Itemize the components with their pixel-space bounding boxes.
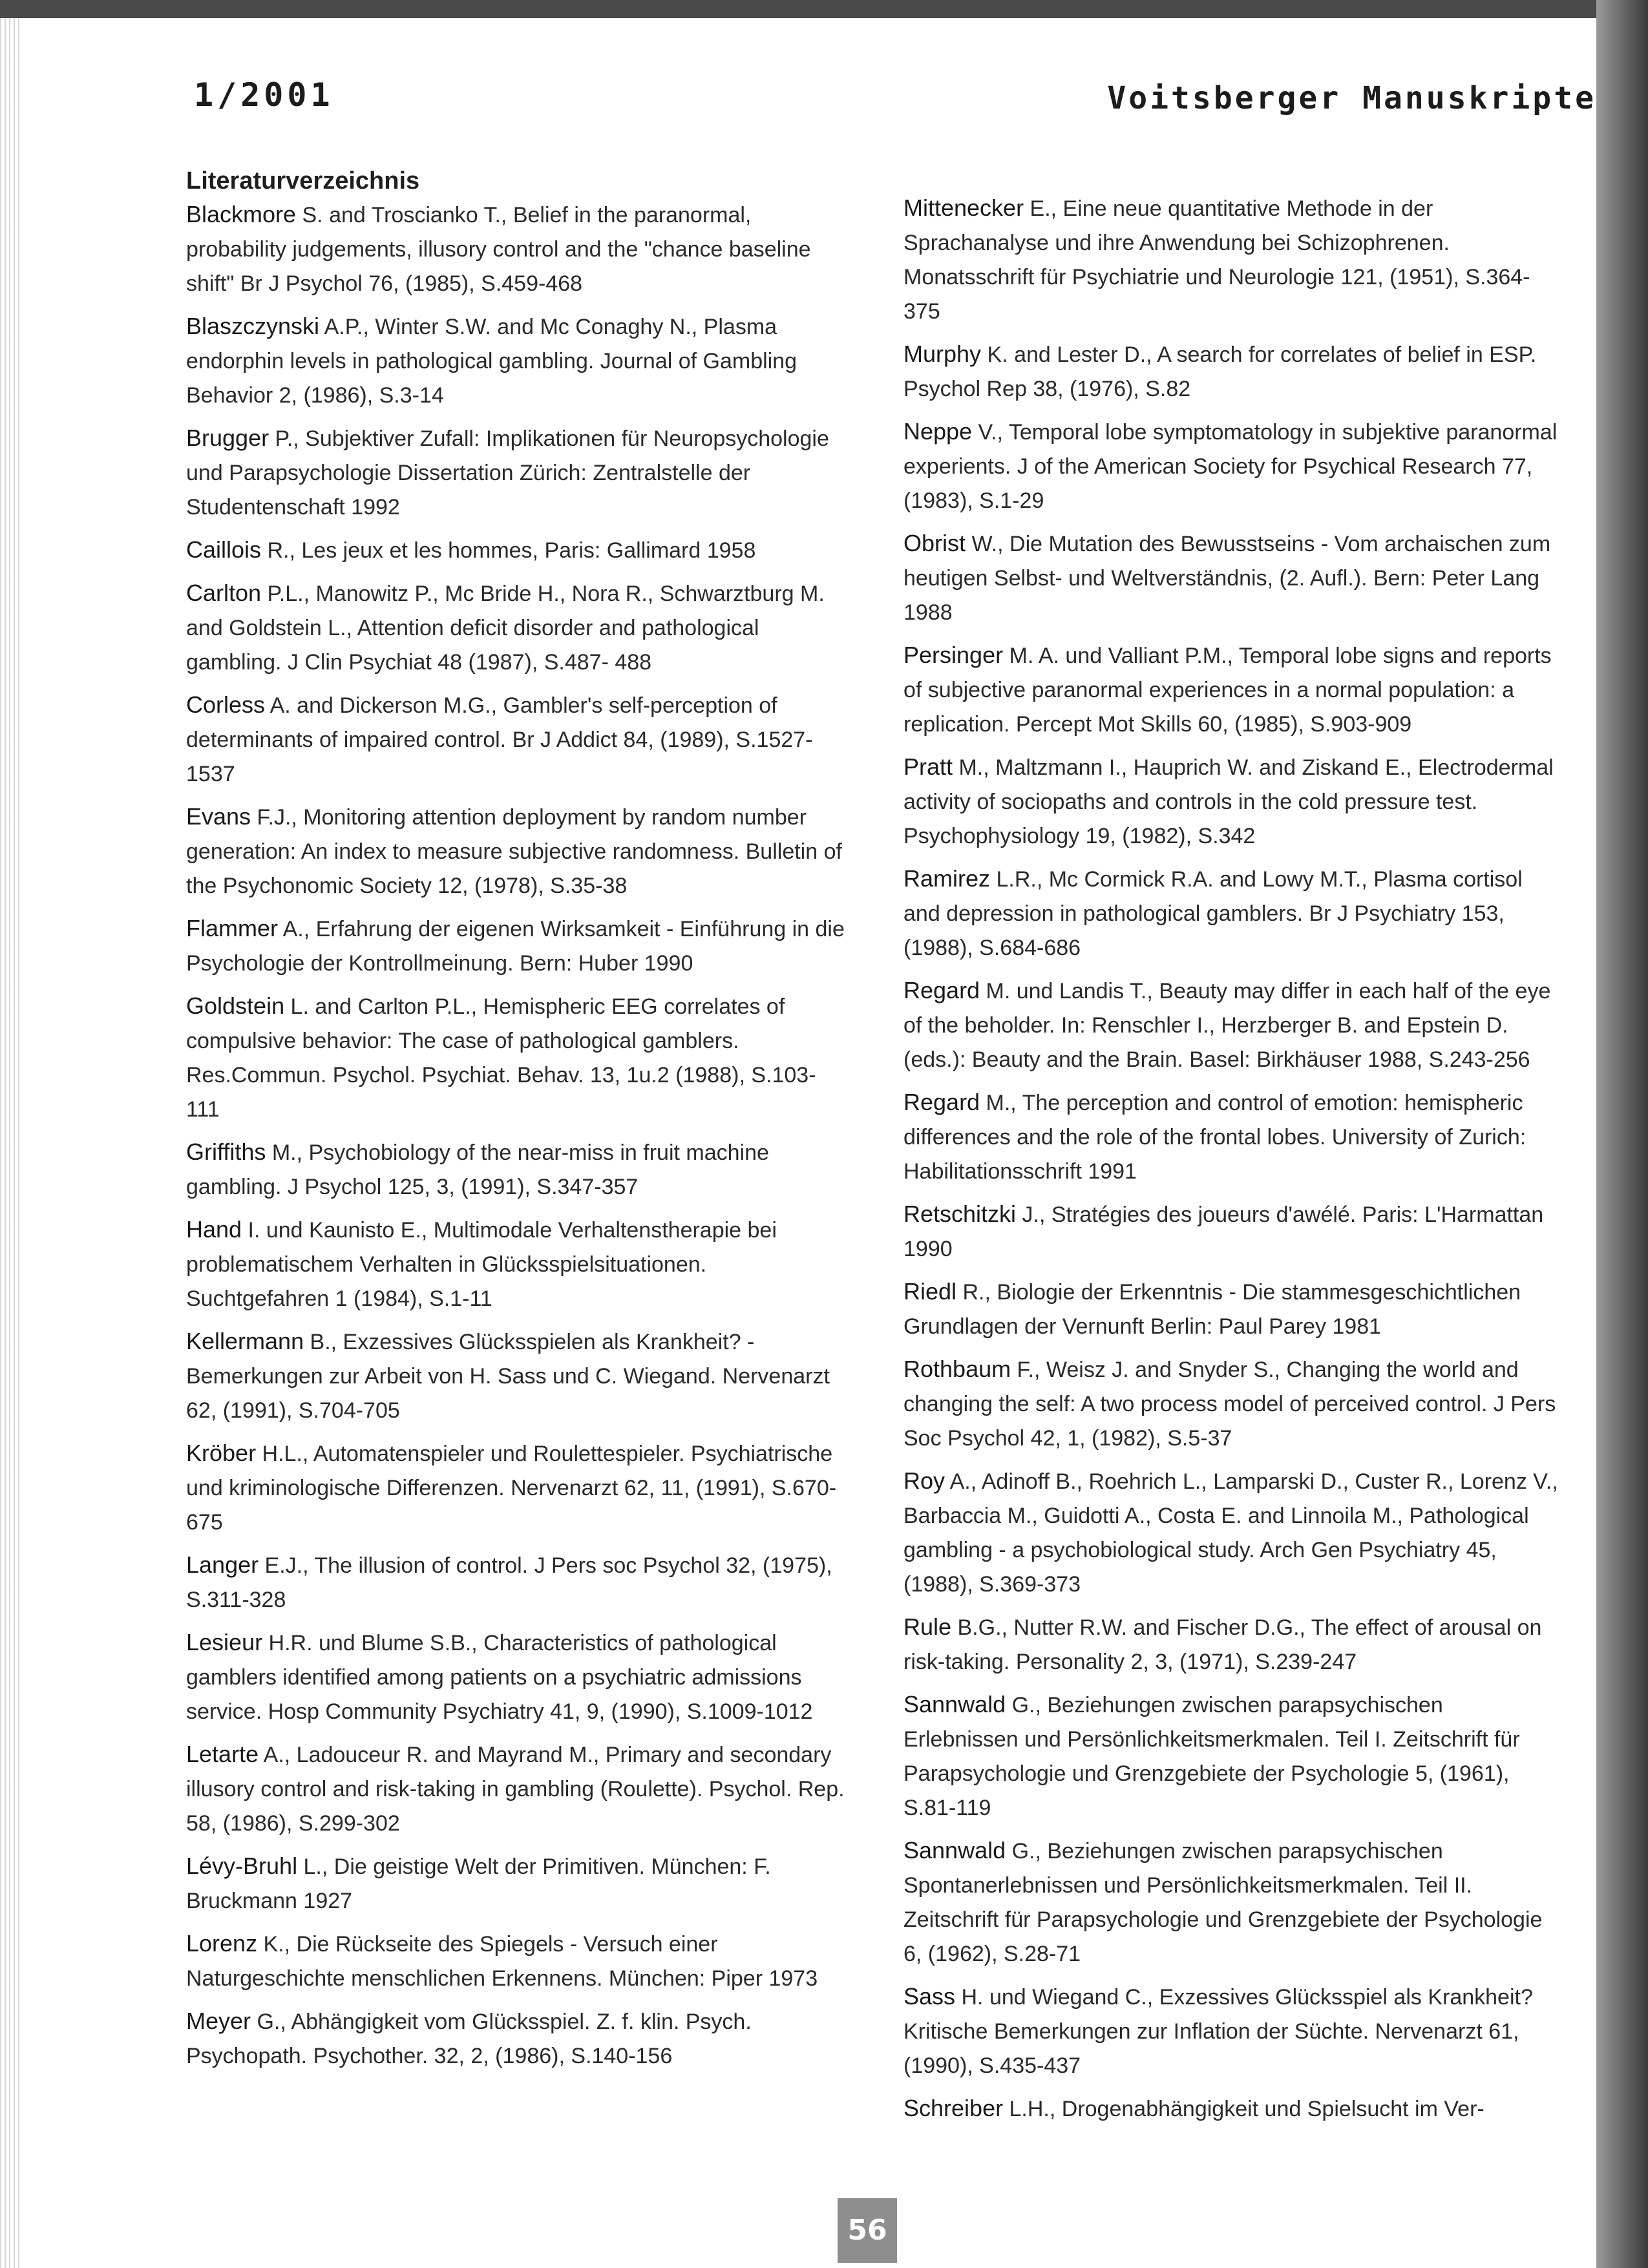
reference-entry bbox=[186, 1212, 845, 1316]
reference-details: G., Abhängigkeit vom Glücksspiel. Z. f. klin. Psych. Psychopath. Psychother. 32, 2, (1986), S.140-156 bbox=[186, 2010, 752, 2068]
reference-entry bbox=[186, 2004, 845, 2074]
reference-author: Rule bbox=[903, 1613, 952, 1640]
reference-details: H.R. und Blume S.B., Characteristics of pathological gamblers identified among patients on a psychiatric admissions service. Hosp Community Psychiatry 41, 9, (1990), S.1009-1012 bbox=[186, 1631, 813, 1724]
reference-entry bbox=[903, 1085, 1563, 1189]
reference-details: A., Erfahrung der eigenen Wirksamkeit - Einführung in die Psychologie der Kontrollmeinung. Bern: Huber 1990 bbox=[186, 917, 845, 976]
reference-details: J., Stratégies des joueurs d'awélé. Paris: L'Harmattan 1990 bbox=[903, 1202, 1544, 1261]
reference-entry bbox=[903, 191, 1563, 329]
reference-details: L.R., Mc Cormick R.A. and Lowy M.T., Plasma cortisol and depression in pathological gamblers. Br J Psychiatry 153, (1988), S.684-686 bbox=[903, 867, 1523, 960]
reference-entry bbox=[186, 1849, 845, 1918]
reference-entry bbox=[186, 1737, 845, 1841]
reference-entry bbox=[903, 1274, 1563, 1344]
reference-details: L., Die geistige Welt der Primitiven. München: F. Bruckmann 1927 bbox=[186, 1854, 771, 1913]
right-reference-list bbox=[903, 191, 1563, 2126]
reference-details: K. and Lester D., A search for correlates of belief in ESP. Psychol Rep 38, (1976), S.82 bbox=[903, 342, 1537, 401]
reference-entry bbox=[903, 750, 1563, 854]
reference-details: I. und Kaunisto E., Multimodale Verhaltenstherapie bei problematischem Verhalten in Glücksspielsituationen. Suchtgefahren 1 (1984), S.1-11 bbox=[186, 1218, 777, 1311]
reference-details: L. and Carlton P.L., Hemispheric EEG correlates of compulsive behavior: The case of pathological gamblers. Res.Commun. Psychol. Psychiat. Behav. 13, 1u.2 (1988), S.103-111 bbox=[186, 994, 816, 1122]
reference-entry bbox=[186, 688, 845, 792]
reference-author: Carlton bbox=[186, 580, 262, 606]
reference-entry bbox=[186, 911, 845, 981]
reference-author: Hand bbox=[186, 1216, 242, 1243]
reference-entry bbox=[186, 1135, 845, 1204]
reference-details: M., Maltzmann I., Hauprich W. and Ziskand E., Electrodermal activity of sociopaths and controls in the cold pressure test. Psychophysiology 19, (1982), S.342 bbox=[903, 755, 1554, 848]
reference-details: S. and Troscianko T., Belief in the paranormal, probability judgements, illusory control and the "chance baseline shift" Br J Psychol 76, (1985), S.459-468 bbox=[186, 203, 811, 296]
page-number: 56 bbox=[838, 2198, 897, 2263]
reference-author: Regard bbox=[903, 1089, 980, 1115]
reference-author: Goldstein bbox=[186, 992, 285, 1019]
reference-details: A.P., Winter S.W. and Mc Conaghy N., Plasma endorphin levels in pathological gambling. Journal of Gambling Behavior 2, (1986), S.3-14 bbox=[186, 315, 798, 408]
reference-entry bbox=[186, 989, 845, 1127]
reference-details: R., Les jeux et les hommes, Paris: Gallimard 1958 bbox=[261, 538, 756, 563]
reference-entry bbox=[186, 1926, 845, 1996]
reference-entry bbox=[186, 309, 845, 413]
reference-details: M. A. und Valliant P.M., Temporal lobe signs and reports of subjective paranormal experiences in a normal population: a replication. Percept Mot Skills 60, (1985), S.903-909 bbox=[903, 644, 1552, 737]
reference-details: F., Weisz J. and Snyder S., Changing the world and changing the self: A two process model of perceived control. J Pers Soc Psychol 42, 1, (1982), S.5-37 bbox=[903, 1358, 1556, 1451]
reference-author: Rothbaum bbox=[903, 1356, 1011, 1382]
reference-entry bbox=[186, 421, 845, 525]
reference-author: Blackmore bbox=[186, 201, 297, 227]
reference-author: Lesieur bbox=[186, 1629, 263, 1655]
reference-details: G., Beziehungen zwischen parapsychischen Spontanerlebnissen und Persönlichkeitsmerkmalen. Teil II. Zeitschrift für Parapsychologie und Grenzgebiete der Psychologie 6, (1962), S.28-71 bbox=[903, 1839, 1543, 1966]
reference-details: A. and Dickerson M.G., Gambler's self-perception of determinants of impaired control. Br J Addict 84, (1989), S.1527-1537 bbox=[186, 693, 813, 786]
reference-details: R., Biologie der Erkenntnis - Die stammesgeschichtlichen Grundlagen der Vernunft Berlin: Paul Parey 1981 bbox=[903, 1280, 1521, 1339]
right-column bbox=[903, 191, 1563, 2134]
reference-author: Corless bbox=[186, 691, 266, 718]
reference-author: Pratt bbox=[903, 753, 953, 780]
reference-entry bbox=[903, 337, 1563, 406]
reference-entry bbox=[903, 1687, 1563, 1825]
reference-details: K., Die Rückseite des Spiegels - Versuch einer Naturgeschichte menschlichen Erkennens. München: Piper 1973 bbox=[186, 1932, 818, 1991]
reference-author: Schreiber bbox=[903, 2095, 1004, 2121]
reference-entry bbox=[186, 532, 845, 568]
reference-entry bbox=[903, 973, 1563, 1077]
journal-title: Voitsberger Manuskripte bbox=[1107, 80, 1596, 116]
reference-author: Blaszczynski bbox=[186, 313, 320, 339]
reference-entry bbox=[903, 1979, 1563, 2083]
reference-entry bbox=[903, 861, 1563, 965]
reference-details: M. und Landis T., Beauty may differ in each half of the eye of the beholder. In: Renschler I., Herzberger B. and Epstein D. (eds.): Beauty and the Brain. Basel: Birkhäuser 1988, S.243-256 bbox=[903, 979, 1551, 1072]
reference-details: L.H., Drogenabhängigkeit und Spielsucht im Ver- bbox=[1003, 2097, 1484, 2121]
reference-author: Brugger bbox=[186, 425, 269, 451]
reference-entry bbox=[186, 1436, 845, 1540]
reference-author: Kellermann bbox=[186, 1328, 304, 1354]
reference-details: E., Eine neue quantitative Methode in der Sprachanalyse und ihre Anwendung bei Schizophrenen. Monatsschrift für Psychiatrie und Neurologie 121, (1951), S.364-375 bbox=[903, 196, 1530, 324]
reference-author: Ramirez bbox=[903, 865, 991, 892]
reference-author: Neppe bbox=[903, 418, 973, 445]
reference-author: Persinger bbox=[903, 642, 1004, 668]
reference-entry bbox=[903, 1833, 1563, 1971]
reference-author: Lorenz bbox=[186, 1930, 258, 1957]
reference-author: Murphy bbox=[903, 341, 982, 367]
reference-author: Regard bbox=[903, 977, 980, 1003]
reference-entry bbox=[903, 638, 1563, 742]
reference-details: B., Exzessives Glücksspielen als Krankheit? - Bemerkungen zur Arbeit von H. Sass und C. Wiegand. Nervenarzt 62, (1991), S.704-705 bbox=[186, 1330, 830, 1423]
reference-details: M., Psychobiology of the near-miss in fruit machine gambling. J Psychol 125, 3, (1991), S.347-357 bbox=[186, 1140, 769, 1199]
reference-author: Lévy-Bruhl bbox=[186, 1853, 298, 1879]
reference-author: Langer bbox=[186, 1551, 259, 1578]
reference-entry bbox=[903, 1197, 1563, 1266]
reference-author: Caillois bbox=[186, 536, 262, 563]
reference-entry bbox=[903, 1610, 1563, 1679]
reference-author: Mittenecker bbox=[903, 194, 1024, 221]
reference-author: Retschitzki bbox=[903, 1201, 1017, 1227]
reference-author: Riedl bbox=[903, 1278, 957, 1305]
reference-entry bbox=[903, 1352, 1563, 1456]
reference-entry bbox=[186, 1324, 845, 1428]
reference-details: W., Die Mutation des Bewusstseins - Vom archaischen zum heutigen Selbst- und Weltverständnis, (2. Aufl.). Bern: Peter Lang 1988 bbox=[903, 532, 1551, 625]
reference-entry bbox=[186, 197, 845, 301]
reference-details: H. und Wiegand C., Exzessives Glücksspiel als Krankheit? Kritische Bemerkungen zur Inflation der Süchte. Nervenarzt 61, (1990), S.435-437 bbox=[903, 1985, 1533, 2078]
reference-details: M., The perception and control of emotion: hemispheric differences and the role of the frontal lobes. University of Zurich: Habilitationsschrift 1991 bbox=[903, 1091, 1527, 1184]
reference-author: Letarte bbox=[186, 1741, 259, 1767]
issue-number: 1/2001 bbox=[194, 76, 334, 114]
reference-details: P., Subjektiver Zufall: Implikationen für Neuropsychologie und Parapsychologie Dissertation Zürich: Zentralstelle der Studentenschaft 1992 bbox=[186, 426, 829, 520]
reference-entry bbox=[186, 1548, 845, 1617]
reference-author: Roy bbox=[903, 1467, 945, 1494]
reference-author: Sass bbox=[903, 1983, 956, 2010]
reference-details: A., Adinoff B., Roehrich L., Lamparski D., Custer R., Lorenz V., Barbaccia M., Guidotti A., Costa E. and Linnoila M., Pathological gambling - a psychobiological study. Arch Gen Psychiatry 45, (1988), S.369-373 bbox=[903, 1469, 1558, 1597]
reference-author: Meyer bbox=[186, 2008, 251, 2034]
reference-entry bbox=[186, 1625, 845, 1729]
reference-entry bbox=[186, 799, 845, 903]
reference-details: B.G., Nutter R.W. and Fischer D.G., The effect of arousal on risk-taking. Personality 2, 3, (1971), S.239-247 bbox=[903, 1615, 1542, 1674]
reference-details: A., Ladouceur R. and Mayrand M., Primary and secondary illusory control and risk-taking in gambling (Roulette). Psychol. Rep. 58, (1986), S.299-302 bbox=[186, 1743, 845, 1836]
reference-details: E.J., The illusion of control. J Pers soc Psychol 32, (1975), S.311-328 bbox=[186, 1553, 832, 1612]
reference-entry bbox=[903, 526, 1563, 630]
reference-details: G., Beziehungen zwischen parapsychischen Erlebnissen und Persönlichkeitsmerkmalen. Teil I. Zeitschrift für Parapsychologie und Grenzgebiete der Psychologie 5, (1961), S.81-119 bbox=[903, 1693, 1520, 1820]
reference-details: H.L., Automatenspieler und Roulettespieler. Psychiatrische und kriminologische Differenzen. Nervenarzt 62, 11, (1991), S.670-675 bbox=[186, 1442, 837, 1535]
reference-author: Evans bbox=[186, 803, 251, 830]
reference-details: P.L., Manowitz P., Mc Bride H., Nora R., Schwarztburg M. and Goldstein L., Attention deficit disorder and pathological gambling. J Clin Psychiat 48 (1987), S.487- 488 bbox=[186, 582, 825, 675]
left-reference-list bbox=[186, 197, 845, 2074]
section-title: Literaturverzeichnis bbox=[186, 167, 420, 194]
reference-details: F.J., Monitoring attention deployment by random number generation: An index to measure subjective randomness. Bulletin of the Psychonomic Society 12, (1978), S.35-38 bbox=[186, 805, 842, 898]
reference-author: Kröber bbox=[186, 1440, 257, 1466]
reference-entry bbox=[903, 414, 1563, 518]
reference-author: Griffiths bbox=[186, 1139, 266, 1165]
reference-entry bbox=[903, 2091, 1563, 2126]
reference-details: V., Temporal lobe symptomatology in subjektive paranormal experients. J of the American Society for Psychical Research 77, (1983), S.1-29 bbox=[903, 420, 1558, 513]
scan-shadow bbox=[1596, 0, 1648, 2268]
left-column bbox=[186, 165, 845, 2081]
reference-author: Flammer bbox=[186, 915, 278, 941]
binding-edge bbox=[0, 18, 22, 2268]
reference-entry bbox=[903, 1464, 1563, 1602]
reference-entry bbox=[186, 576, 845, 680]
reference-author: Sannwald bbox=[903, 1837, 1006, 1864]
reference-author: Sannwald bbox=[903, 1691, 1006, 1717]
reference-author: Obrist bbox=[903, 530, 966, 556]
